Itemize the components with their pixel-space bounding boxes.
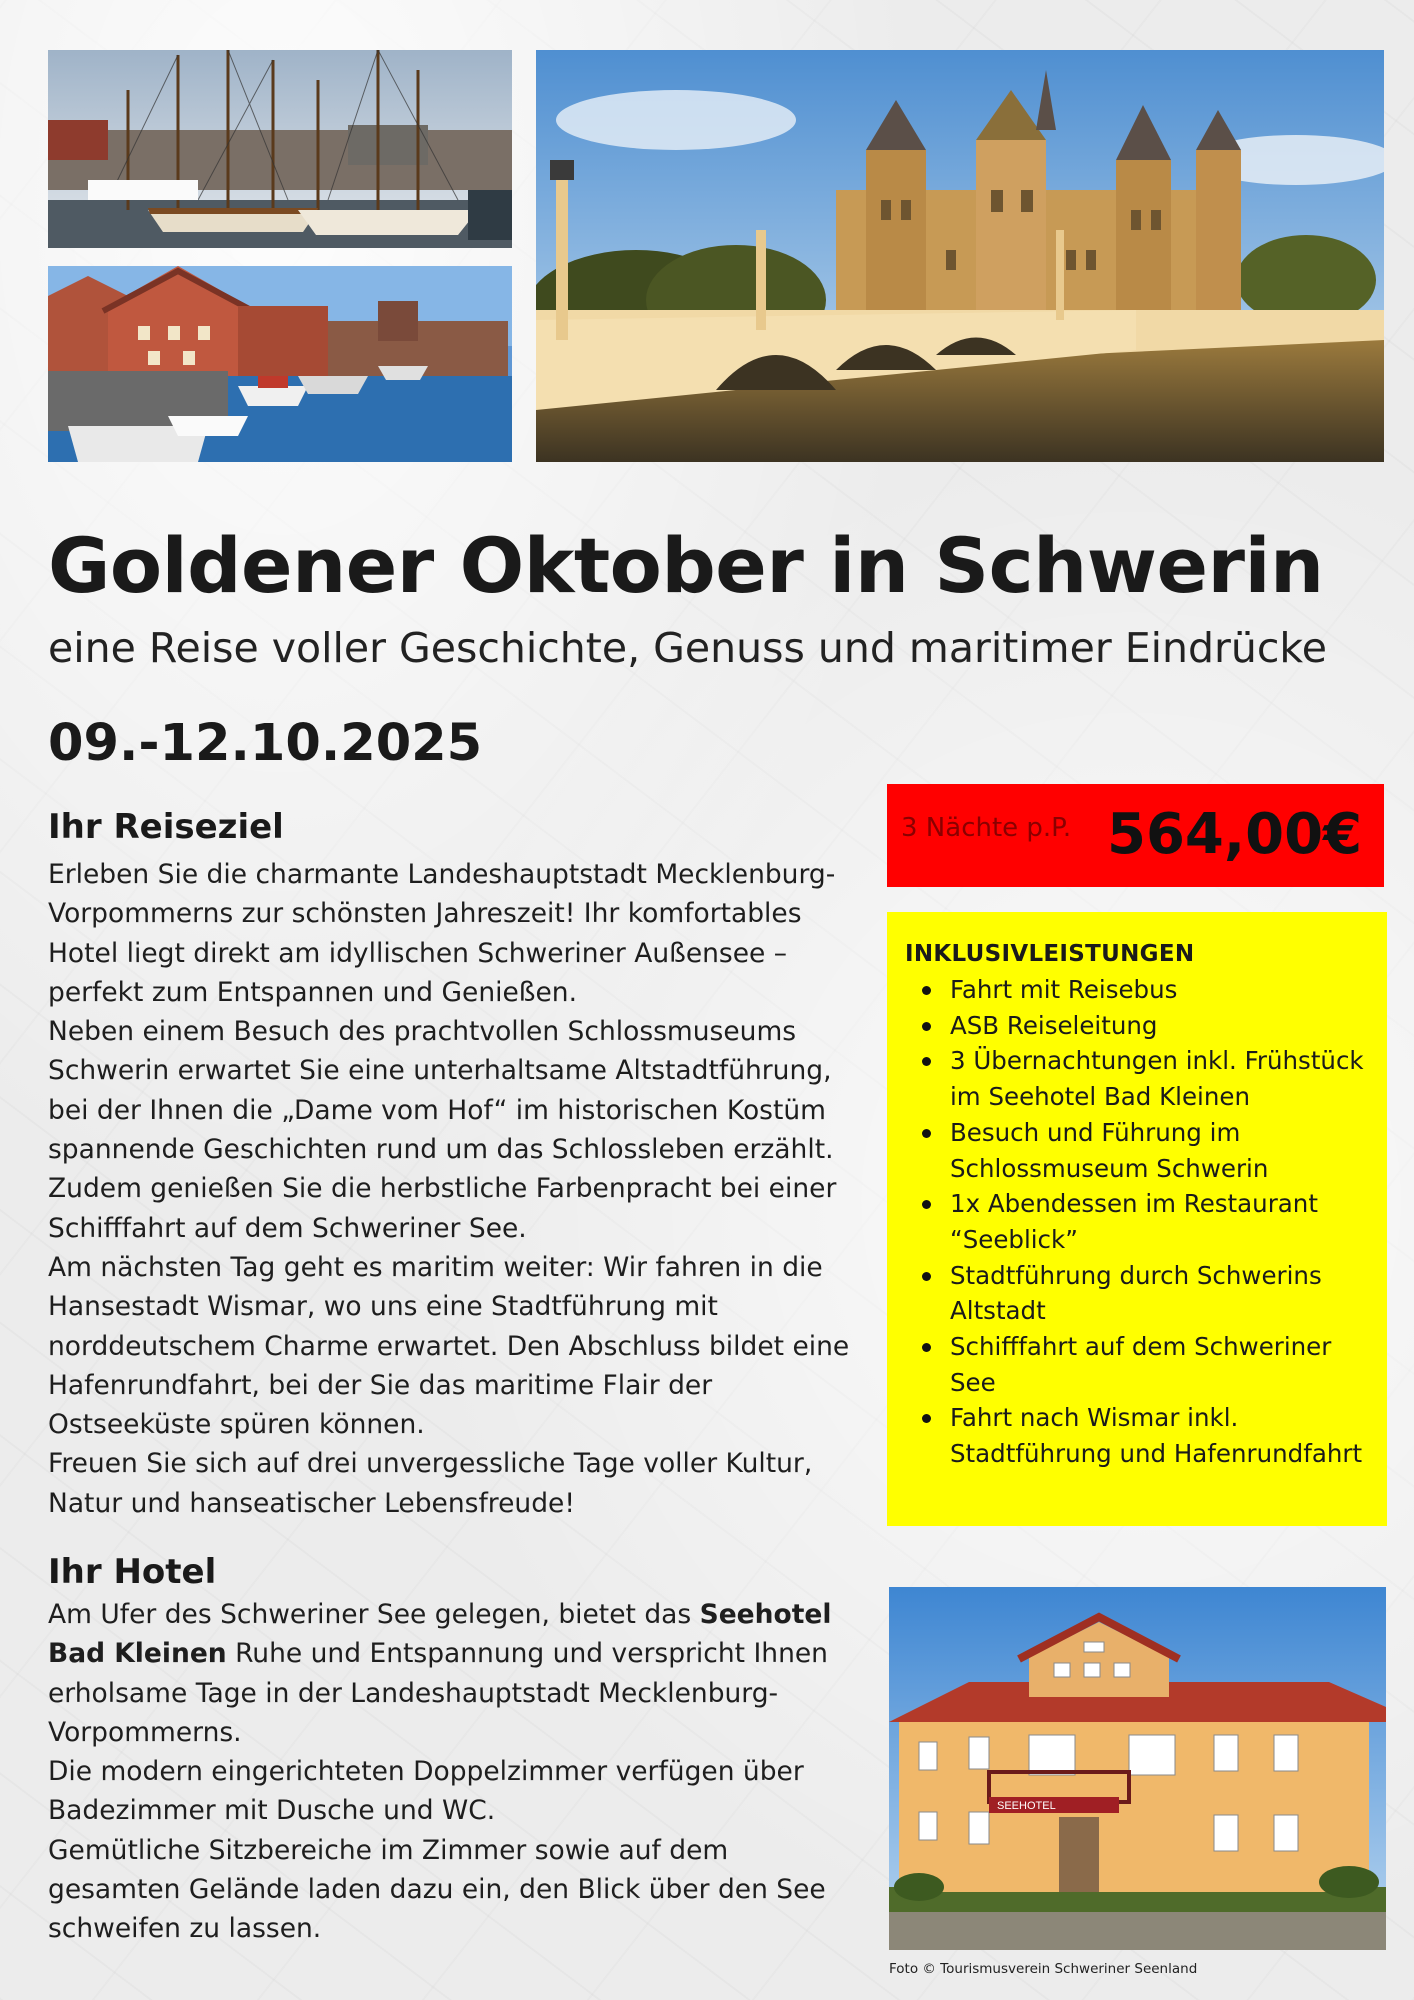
reiseziel-line: Am nächsten Tag geht es maritim weiter: Wir fahren in die <box>48 1251 823 1283</box>
price-box <box>887 784 1384 887</box>
inclusion-text: im Seehotel Bad Kleinen <box>950 1082 1250 1112</box>
inclusion-text: ASB Reiseleitung <box>950 1010 1158 1040</box>
hotel-name-bold: Bad Kleinen <box>48 1638 227 1670</box>
hotel-line <box>48 1634 868 1673</box>
inclusion-item <box>905 1186 1369 1257</box>
reiseziel-line: Freuen Sie sich auf drei unvergessliche Tage voller Kultur, <box>48 1448 813 1480</box>
hotel-line: erholsame Tage in der Landeshauptstadt Mecklenburg- <box>48 1677 779 1709</box>
hotel-line: gesamten Gelände laden dazu ein, den Blick über den See <box>48 1874 826 1906</box>
inclusions-list <box>905 972 1369 1472</box>
inclusions-box <box>887 912 1387 1526</box>
reiseziel-text <box>48 855 868 1523</box>
inclusion-text: Besuch und Führung im <box>950 1117 1241 1147</box>
reiseziel-line: Zudem genießen Sie die herbstliche Farbenpracht bei einer <box>48 1173 837 1205</box>
inclusion-text: Stadtführung und Hafenrundfahrt <box>950 1439 1363 1469</box>
hotel-line: schweifen zu lassen. <box>48 1913 322 1945</box>
reiseziel-line: Natur und hanseatischer Lebensfreude! <box>48 1487 575 1519</box>
reiseziel-line: Vorpommerns zur schönsten Jahreszeit! Ihr komfortables <box>48 898 802 930</box>
reiseziel-line: Schifffahrt auf dem Schweriner See. <box>48 1212 527 1244</box>
inclusion-text: Schifffahrt auf dem Schweriner <box>950 1332 1332 1362</box>
inclusion-text: Fahrt mit Reisebus <box>950 975 1178 1004</box>
reiseziel-line: spannende Geschichten rund um das Schlossleben erzählt. <box>48 1134 834 1166</box>
inclusion-item <box>905 1115 1369 1186</box>
reiseziel-line: bei der Ihnen die „Dame vom Hof“ im historischen Kostüm <box>48 1094 826 1126</box>
hotel-name-bold: Seehotel <box>699 1599 832 1630</box>
reiseziel-line: Schwerin erwartet Sie eine unterhaltsame Altstadtführung, <box>48 1055 832 1087</box>
inclusion-item <box>905 1400 1369 1471</box>
inclusion-item <box>905 1329 1369 1400</box>
hotel-text <box>48 1595 868 1949</box>
wismar-harbor-houses-photo <box>48 266 512 462</box>
reiseziel-line: norddeutschem Charme erwartet. Den Abschluss bildet eine <box>48 1330 850 1362</box>
hotel-line-text: Ruhe und Entspannung und verspricht Ihnen <box>226 1638 828 1670</box>
inclusion-item <box>905 972 1369 1008</box>
inclusion-text: 3 Übernachtungen inkl. Frühstück <box>950 1046 1364 1076</box>
hotel-heading: Ihr Hotel <box>48 1552 217 1592</box>
hotel-line: Badezimmer mit Dusche und WC. <box>48 1795 496 1827</box>
inclusion-text: Fahrt nach Wismar inkl. <box>950 1403 1239 1433</box>
inclusion-item <box>905 1008 1369 1044</box>
price-value: 564,00€ <box>1107 802 1363 867</box>
hotel-line: Die modern eingerichteten Doppelzimmer verfügen über <box>48 1756 804 1788</box>
price-label: 3 Nächte p.P. <box>901 813 1072 843</box>
page-title: Goldener Oktober in Schwerin <box>48 521 1324 610</box>
inclusion-text: Schlossmuseum Schwerin <box>950 1153 1269 1183</box>
inclusion-item <box>905 1258 1369 1329</box>
reiseziel-line: perfekt zum Entspannen und Genießen. <box>48 976 578 1008</box>
hotel-sign-text: SEEHOTEL <box>997 1800 1056 1812</box>
reiseziel-line: Hafenrundfahrt, bei der Sie das maritime Flair der <box>48 1369 713 1401</box>
reiseziel-line: Ostseeküste spüren können. <box>48 1409 425 1441</box>
inclusion-text: See <box>950 1367 996 1397</box>
hotel-line: Vorpommerns. <box>48 1716 242 1748</box>
inclusion-text: Altstadt <box>950 1296 1046 1326</box>
schwerin-castle-photo <box>536 50 1384 462</box>
inclusion-text: 1x Abendessen im Restaurant <box>950 1189 1318 1219</box>
hotel-line: Gemütliche Sitzbereiche im Zimmer sowie auf dem <box>48 1834 729 1866</box>
hotel-line <box>48 1595 868 1634</box>
reiseziel-line: Erleben Sie die charmante Landeshauptstadt Mecklenburg- <box>48 859 836 890</box>
harbor-sailboats-photo <box>48 50 512 248</box>
inclusion-text: Stadtführung durch Schwerins <box>950 1260 1322 1290</box>
travel-dates: 09.-12.10.2025 <box>48 714 483 773</box>
reiseziel-line: Neben einem Besuch des prachtvollen Schlossmuseums <box>48 1016 797 1048</box>
page-subtitle: eine Reise voller Geschichte, Genuss und maritimer Eindrücke <box>48 624 1327 672</box>
reiseziel-line: Hotel liegt direkt am idyllischen Schweriner Außensee – <box>48 937 788 969</box>
photo-credit: Foto © Tourismusverein Schweriner Seenland <box>889 1961 1198 1977</box>
hotel-line-text: Am Ufer des Schweriner See gelegen, bietet das <box>48 1599 700 1630</box>
seehotel-photo <box>889 1587 1386 1950</box>
reiseziel-line: Hansestadt Wismar, wo uns eine Stadtführung mit <box>48 1291 718 1323</box>
inclusion-item <box>905 1043 1369 1114</box>
inclusions-heading: INKLUSIVLEISTUNGEN <box>905 941 1195 967</box>
reiseziel-heading: Ihr Reiseziel <box>48 807 284 847</box>
inclusion-text: “Seeblick” <box>950 1224 1078 1254</box>
